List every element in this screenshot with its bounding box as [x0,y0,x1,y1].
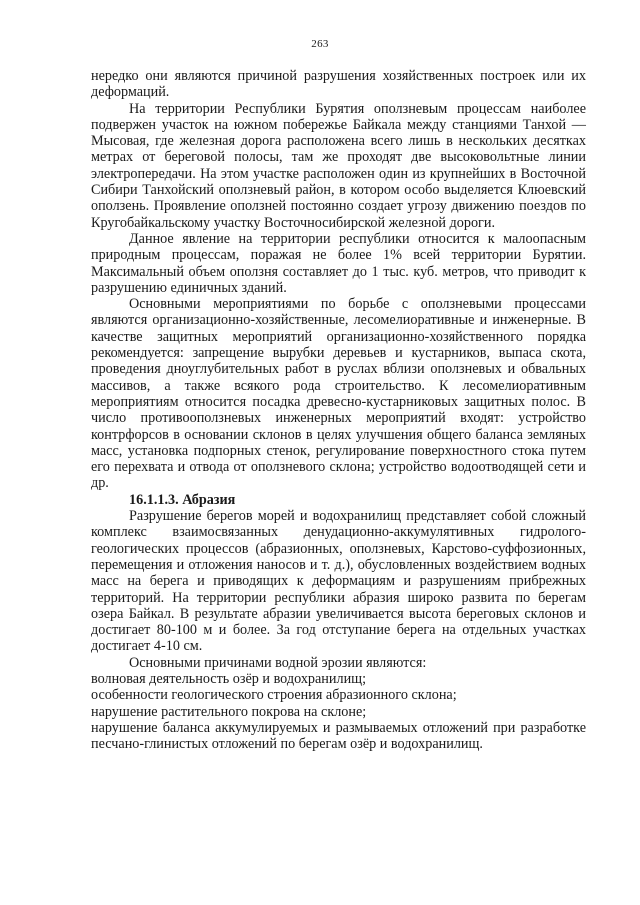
cause-item: нарушение растительного покрова на склоне; [91,703,367,720]
paragraph-countermeasures: Основными мероприятиями по борьбе с оползневыми процессами являются организационно-хозяйственные, лесомелиоративные и инженерные. В качестве защитных мероприятий организационно-хозяйственного порядка рекомендуется: запрещение вырубки деревьев и кустарников, выпаса скота, проведения дноуглубительных работ в руслах вблизи оползневых и обвальных массивов, а также всякого рода строительство. К лесомелиоративным мероприятиям относится посадка древесно-кустарниковых защитных полос. В число противооползневых инженерных мероприятий входят: устройство контрфорсов в основании склонов в целях улучшения общего баланса земляных масс, установка подпорных стенок, регулирование поверхностного стока путем его перехвата и отвода от оползневого склона; устройство водоотводящей сети и др. [91,296,586,492]
cause-item: волновая деятельность озёр и водохранилищ; [91,670,367,687]
cause-item: особенности геологического строения абразионного склона; [91,687,457,704]
paragraph-abrasion: Разрушение берегов морей и водохранилищ представляет собой сложный комплекс взаимосвязанных денудационно-аккумулятивных гидролого-геологических процессов (абразионных, оползневых, Карстово-суффозионных, перемещения и отложения наносов и т. д.), обусловленных воздействием водных масс на берега и приводящих к деформациям и разрушениям прибрежных территорий. На территории республики абразия широко развита по берегам озера Байкал. В результате абразии увеличивается высота береговых склонов и достигает 80-100 м и более. За год отступание берега на отдельных участках достигает 4-10 см. [91,508,586,655]
cause-item: нарушение баланса аккумулируемых и размываемых отложений при разработке песчано-глинистых отложений по берегам озёр и водохранилищ. [91,719,586,753]
paragraph-continuation: нередко они являются причиной разрушения хозяйственных построек или их деформаций. [91,68,586,101]
page-number: 263 [311,38,329,50]
paragraph-causes-intro: Основными причинами водной эрозии являются: [129,654,427,671]
section-heading: 16.1.1.3. Абразия [129,491,236,508]
paragraph-low-hazard: Данное явление на территории республики относится к малоопасным природным процессам, поражая не более 1% всей территории Бурятии. Максимальный объем оползня составляет до 1 тыс. куб. метров, что приводит к разрушению единичных зданий. [91,230,586,296]
paragraph-buryatia-landslides: На территории Республики Бурятия оползневым процессам наиболее подвержен участок на южном побережье Байкала между станциями Танхой — Мысовая, где железная дорога расположена всего лишь в нескольких десятках метрах от береговой полосы, там же проходят две высоковольтные линии электропередачи. На этом участке расположен один из крупнейших в Восточной Сибири Танхойский оползневый район, в котором особо выделяется Клюевский оползень. Проявление оползней постоянно создает угрозу движению поездов по Кругобайкальскому участку Восточносибирской железной дороги. [91,100,586,231]
page-body [91,68,586,752]
